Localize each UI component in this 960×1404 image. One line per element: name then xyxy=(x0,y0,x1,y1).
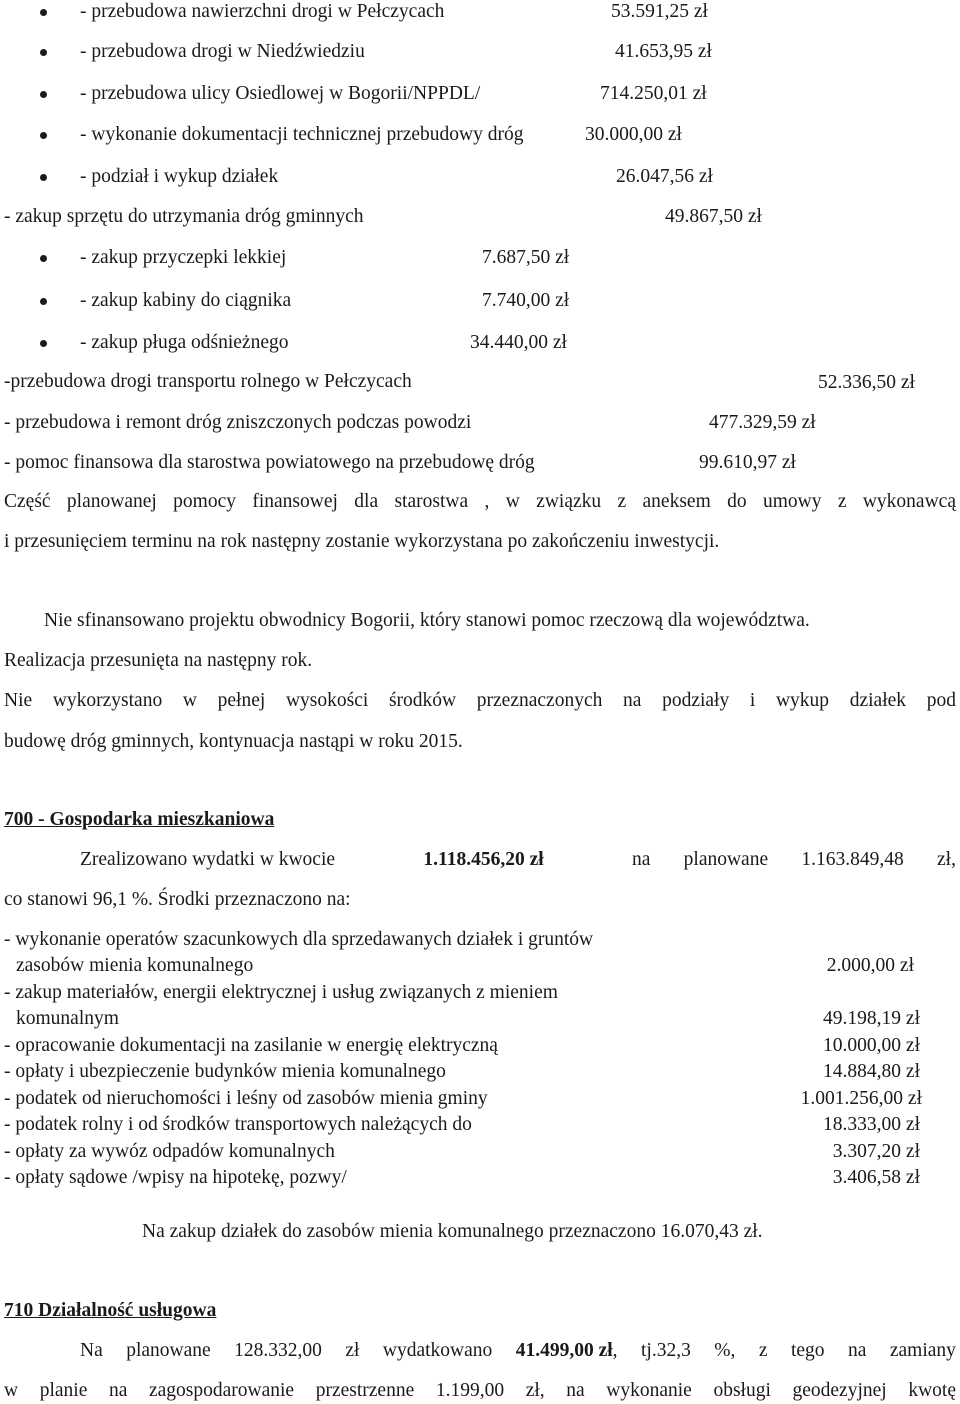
list-item-label: - zakup przyczepki lekkiej xyxy=(80,247,287,268)
word: wykonawcą xyxy=(862,491,956,512)
list-item-amount: 7.740,00 zł xyxy=(482,290,570,311)
word: , xyxy=(612,1340,618,1361)
section710-amount: 41.499,00 zł xyxy=(515,1340,613,1361)
word: obsługi xyxy=(713,1380,771,1401)
word: i xyxy=(749,690,756,711)
word: podziały xyxy=(662,690,730,711)
list-item-amount: 41.653,95 zł xyxy=(615,41,712,62)
expense-item-label-cont: zasobów mienia komunalnego xyxy=(16,955,254,976)
paragraph-line xyxy=(4,490,956,514)
word: tj.32,3 xyxy=(641,1340,691,1361)
expense-item-amount: 49.198,19 zł xyxy=(823,1008,920,1029)
intro-amount: 1.118.456,20 zł xyxy=(423,849,544,870)
section-heading-710: 710 Działalność usługowa xyxy=(4,1300,217,1321)
word: na xyxy=(623,690,642,711)
list-item-label: - przebudowa nawierzchni drogi w Pełczycach xyxy=(80,1,445,22)
road-item-label: - pomoc finansowa dla starostwa powiatowego na przebudowę dróg xyxy=(4,452,535,473)
section-heading-700: 700 - Gospodarka mieszkaniowa xyxy=(4,809,275,830)
expense-item-amount: 14.884,80 zł xyxy=(823,1061,920,1082)
list-item-label: - zakup kabiny do ciągnika xyxy=(80,290,292,311)
road-item-amount: 477.329,59 zł xyxy=(709,412,816,433)
word: planowane xyxy=(683,849,769,870)
word: pod xyxy=(926,690,956,711)
word: zł xyxy=(345,1340,360,1361)
expense-item-amount: 18.333,00 zł xyxy=(823,1114,920,1135)
word: wysokości xyxy=(285,690,369,711)
list-item-amount: 7.687,50 zł xyxy=(482,247,570,268)
word: zł, xyxy=(937,849,956,870)
paragraph-line: Nie sfinansowano projektu obwodnicy Bogorii, który stanowi pomoc rzeczową dla województwa. xyxy=(44,610,810,631)
list-item-label: - zakup pługa odśnieżnego xyxy=(80,332,289,353)
word: planie xyxy=(39,1380,88,1401)
expense-item-amount: 10.000,00 zł xyxy=(823,1035,920,1056)
equipment-amount: 49.867,50 zł xyxy=(665,206,762,227)
bullet-icon xyxy=(40,49,47,56)
intro-text-a: Zrealizowano wydatki w kwocie xyxy=(80,849,336,870)
expense-item-label: - podatek rolny i od środków transportowych należących do xyxy=(4,1114,472,1135)
word: na xyxy=(631,849,651,870)
list-item-amount: 26.047,56 zł xyxy=(616,166,713,187)
word: Część xyxy=(4,491,51,512)
word: do xyxy=(727,491,747,512)
list-item-label: - przebudowa drogi w Niedźwiedziu xyxy=(80,41,365,62)
word: zamiany xyxy=(889,1340,956,1361)
road-item-label: - przebudowa i remont dróg zniszczonych podczas powodzi xyxy=(4,412,472,433)
bullet-icon xyxy=(40,9,47,16)
expense-item-label: - zakup materiałów, energii elektrycznej i usług związanych z mieniem xyxy=(4,982,558,1003)
list-item-label: - podział i wykup działek xyxy=(80,166,279,187)
paragraph-line: budowę dróg gminnych, kontynuacja nastąpi w roku 2015. xyxy=(4,731,463,752)
expense-item-label: - podatek od nieruchomości i leśny od zasobów mienia gminy xyxy=(4,1088,488,1109)
word: w xyxy=(505,491,520,512)
word: 1.163.849,48 xyxy=(801,849,904,870)
section-intro-line2: co stanowi 96,1 %. Środki przeznaczono na: xyxy=(4,889,351,910)
word: działek xyxy=(849,690,907,711)
word: wykorzystano xyxy=(52,690,163,711)
word: 128.332,00 xyxy=(234,1340,322,1361)
word: Na xyxy=(80,1340,103,1361)
road-item-amount: 52.336,50 zł xyxy=(818,372,915,393)
expense-item-label: - opłaty za wywóz odpadów komunalnych xyxy=(4,1141,335,1162)
word: na xyxy=(848,1340,867,1361)
word: geodezyjnej xyxy=(792,1380,887,1401)
list-item-label: - wykonanie dokumentacji technicznej przebudowy dróg xyxy=(80,124,524,145)
expense-item-label: - opłaty i ubezpieczenie budynków mienia komunalnego xyxy=(4,1061,446,1082)
paragraph-line: i przesunięciem terminu na rok następny zostanie wykorzystana po zakończeniu inwestycji. xyxy=(4,531,720,552)
word: z xyxy=(758,1340,768,1361)
bullet-icon xyxy=(40,340,47,347)
section-note: Na zakup działek do zasobów mienia komunalnego przeznaczono 16.070,43 zł. xyxy=(142,1221,763,1242)
word: %, xyxy=(714,1340,736,1361)
word: przeznaczonych xyxy=(476,690,603,711)
word: w xyxy=(4,1380,19,1401)
expense-item-amount: 1.001.256,00 zł xyxy=(800,1088,922,1109)
word: pomocy xyxy=(173,491,236,512)
word: związku xyxy=(536,491,602,512)
word: tego xyxy=(790,1340,825,1361)
word: na xyxy=(108,1380,128,1401)
word: na xyxy=(566,1380,585,1401)
word: umowy xyxy=(762,491,822,512)
word: z xyxy=(617,491,627,512)
expense-item-label-cont: komunalnym xyxy=(16,1008,119,1029)
word: pełnej xyxy=(217,690,266,711)
paragraph-line: Realizacja przesunięta na następny rok. xyxy=(4,650,313,671)
section710-line1 xyxy=(80,1339,956,1363)
word: planowane xyxy=(126,1340,211,1361)
word: przestrzenne xyxy=(315,1380,415,1401)
bullet-icon xyxy=(40,255,47,262)
section-intro-line xyxy=(80,848,956,872)
word: wydatkowano xyxy=(382,1340,493,1361)
expense-item-amount: 3.406,58 zł xyxy=(832,1167,920,1188)
word: Nie xyxy=(4,690,33,711)
word: środków xyxy=(388,690,457,711)
road-item-label: -przebudowa drogi transportu rolnego w Pełczycach xyxy=(4,371,412,392)
word: w xyxy=(182,690,197,711)
list-item-amount: 53.591,25 zł xyxy=(611,1,708,22)
word: aneksem xyxy=(642,491,711,512)
bullet-icon xyxy=(40,91,47,98)
expense-item-label: - opłaty sądowe /wpisy na hipotekę, pozwy/ xyxy=(4,1167,347,1188)
bullet-icon xyxy=(40,298,47,305)
equipment-label: - zakup sprzętu do utrzymania dróg gminnych xyxy=(4,206,364,227)
expense-item-amount: 2.000,00 zł xyxy=(826,955,914,976)
word: 1.199,00 xyxy=(435,1380,505,1401)
section710-amount-wrap xyxy=(516,1339,618,1363)
word: zagospodarowanie xyxy=(148,1380,295,1401)
word: , xyxy=(484,491,490,512)
list-item-amount: 34.440,00 zł xyxy=(470,332,567,353)
bullet-icon xyxy=(40,132,47,139)
word: dla xyxy=(354,491,379,512)
expense-item-amount: 3.307,20 zł xyxy=(832,1141,920,1162)
expense-item-label: - wykonanie operatów szacunkowych dla sprzedawanych działek i gruntów xyxy=(4,929,594,950)
word: wykonanie xyxy=(606,1380,692,1401)
word: starostwa xyxy=(394,491,469,512)
word: z xyxy=(837,491,847,512)
word: kwotę xyxy=(908,1380,956,1401)
paragraph-line xyxy=(4,689,956,713)
road-item-amount: 99.610,97 zł xyxy=(699,452,796,473)
word: planowanej xyxy=(66,491,157,512)
section710-line2 xyxy=(4,1379,956,1403)
list-item-amount: 714.250,01 zł xyxy=(600,83,707,104)
list-item-amount: 30.000,00 zł xyxy=(585,124,682,145)
list-item-label: - przebudowa ulicy Osiedlowej w Bogorii/NPPDL/ xyxy=(80,83,481,104)
word: finansowej xyxy=(252,491,338,512)
word: wykup xyxy=(775,690,830,711)
word: zł, xyxy=(525,1380,545,1401)
expense-item-label: - opracowanie dokumentacji na zasilanie w energię elektryczną xyxy=(4,1035,498,1056)
bullet-icon xyxy=(40,174,47,181)
intro-text-b xyxy=(632,848,956,872)
